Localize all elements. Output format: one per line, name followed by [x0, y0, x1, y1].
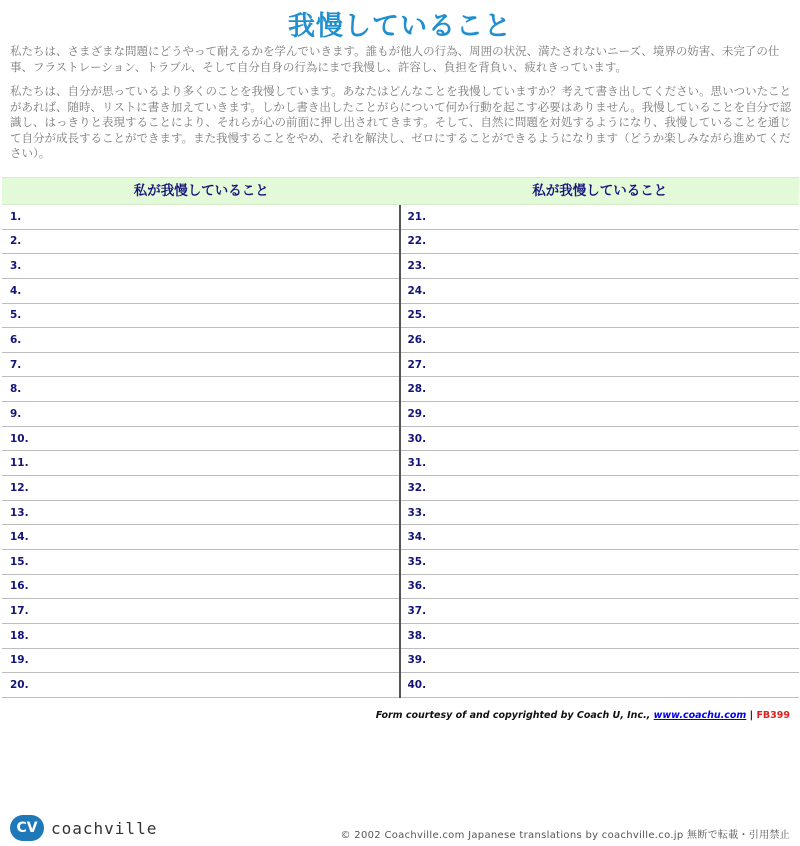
- row-number: 38.: [407, 629, 427, 642]
- table-row[interactable]: [401, 525, 800, 550]
- table-row[interactable]: [2, 451, 399, 476]
- table-row[interactable]: [401, 205, 800, 230]
- row-number: 12.: [10, 481, 29, 494]
- row-number: 33.: [407, 506, 427, 519]
- table-row[interactable]: [2, 501, 399, 526]
- table-row[interactable]: [401, 377, 800, 402]
- form-code: FB399: [756, 710, 790, 721]
- row-number: 30.: [407, 432, 427, 445]
- row-number: 26.: [407, 334, 427, 347]
- courtesy-separator: |: [746, 710, 757, 721]
- row-number: 36.: [407, 580, 427, 593]
- row-number: 37.: [407, 605, 427, 618]
- row-number: 31.: [407, 457, 427, 470]
- row-number: 3.: [10, 260, 22, 273]
- row-number: 17.: [10, 605, 29, 618]
- table-row[interactable]: [2, 427, 399, 452]
- coachville-logo: [10, 815, 157, 841]
- row-number: 27.: [407, 358, 427, 371]
- tolerations-table: [2, 177, 799, 698]
- page-title: 我慢していること: [288, 11, 512, 42]
- row-number: 9.: [10, 407, 22, 420]
- table-header: [2, 177, 799, 205]
- row-number: 35.: [407, 555, 427, 568]
- table-row[interactable]: [401, 673, 800, 698]
- table-row[interactable]: [2, 230, 399, 255]
- table-row[interactable]: [2, 353, 399, 378]
- courtesy-note: [376, 710, 790, 721]
- table-row[interactable]: [401, 501, 800, 526]
- table-row[interactable]: [2, 599, 399, 624]
- row-number: 8.: [10, 383, 22, 396]
- table-row[interactable]: [401, 427, 800, 452]
- table-row[interactable]: [2, 205, 399, 230]
- row-number: 5.: [10, 309, 22, 322]
- row-number: 11.: [10, 457, 29, 470]
- table-row[interactable]: [401, 279, 800, 304]
- row-number: 22.: [407, 235, 427, 248]
- row-number: 1.: [10, 210, 22, 223]
- row-number: 13.: [10, 506, 29, 519]
- row-number: 24.: [407, 284, 427, 297]
- row-number: 6.: [10, 334, 22, 347]
- row-number: 15.: [10, 555, 29, 568]
- table-row[interactable]: [2, 402, 399, 427]
- table-row[interactable]: [2, 624, 399, 649]
- left-column-header: 私が我慢していること: [133, 183, 269, 199]
- table-row[interactable]: [2, 575, 399, 600]
- row-number: 34.: [407, 531, 427, 544]
- table-row[interactable]: [2, 328, 399, 353]
- row-number: 25.: [407, 309, 427, 322]
- row-number: 14.: [10, 531, 29, 544]
- row-number: 19.: [10, 654, 29, 667]
- table-row[interactable]: [2, 525, 399, 550]
- row-number: 21.: [407, 210, 427, 223]
- right-column-header: 私が我慢していること: [532, 183, 668, 199]
- table-row[interactable]: [2, 649, 399, 674]
- row-number: 20.: [10, 678, 29, 691]
- table-row[interactable]: [2, 304, 399, 329]
- intro-text: [10, 44, 792, 171]
- table-row[interactable]: [401, 230, 800, 255]
- table-row[interactable]: [2, 254, 399, 279]
- courtesy-text: Form courtesy of and copyrighted by Coach U, Inc.,: [375, 710, 654, 721]
- row-number: 28.: [407, 383, 427, 396]
- table-row[interactable]: [401, 550, 800, 575]
- table-row[interactable]: [401, 649, 800, 674]
- table-row[interactable]: [2, 279, 399, 304]
- table-row[interactable]: [401, 402, 800, 427]
- row-number: 16.: [10, 580, 29, 593]
- table-row[interactable]: [401, 575, 800, 600]
- right-column: [401, 205, 800, 698]
- logo-name: coachville: [51, 818, 158, 838]
- row-number: 32.: [407, 481, 427, 494]
- table-row[interactable]: [401, 624, 800, 649]
- cv-badge: CV: [10, 815, 44, 841]
- intro-paragraph-1: 私たちは、さまざまな問題にどうやって耐えるかを学んでいきます。誰もが他人の行為、周囲の状況、満たされないニーズ、境界の妨害、未完了の仕事、フラストレーション、トラブル、そして自分自身の行為にまで我慢し、許容し、負担を背負い、疲れきっています。: [10, 44, 780, 74]
- row-number: 29.: [407, 407, 427, 420]
- intro-paragraph-2: 私たちは、自分が思っているより多くのことを我慢しています。あなたはどんなことを我慢していますか？考えて書き出してください。思いついたことがあれば、随時、リストに書き加えていきます。しかし書き出したことがらについて何か行動を起こす必要はありません。我慢していることを自分で認識し、はっきりと表現することにより、それらが心の前面に押し出されてきます。そして、自然に問題を対処するようになり、我慢していることを通じて自分が成長することができます。また我慢することをやめ、それを解決し、ゼロにすることができるようになります（どうか楽しみながら進めてください）。: [10, 84, 792, 160]
- table-row[interactable]: [2, 377, 399, 402]
- coachu-link[interactable]: www.coachu.com: [653, 710, 747, 721]
- table-row[interactable]: [401, 451, 800, 476]
- row-number: 7.: [10, 358, 22, 371]
- row-number: 39.: [407, 654, 427, 667]
- table-row[interactable]: [401, 304, 800, 329]
- table-row[interactable]: [401, 353, 800, 378]
- row-number: 2.: [10, 235, 22, 248]
- table-row[interactable]: [401, 328, 800, 353]
- table-row[interactable]: [2, 673, 399, 698]
- table-row[interactable]: [2, 550, 399, 575]
- table-row[interactable]: [401, 476, 800, 501]
- left-column: [2, 205, 401, 698]
- row-number: 23.: [407, 260, 427, 273]
- table-row[interactable]: [2, 476, 399, 501]
- row-number: 40.: [407, 678, 427, 691]
- row-number: 10.: [10, 432, 29, 445]
- row-number: 18.: [10, 629, 29, 642]
- copyright-footer: © 2002 Coachville.com Japanese translations by coachville.co.jp 無断で転載・引用禁止: [340, 830, 790, 841]
- table-row[interactable]: [401, 599, 800, 624]
- table-row[interactable]: [401, 254, 800, 279]
- row-number: 4.: [10, 284, 22, 297]
